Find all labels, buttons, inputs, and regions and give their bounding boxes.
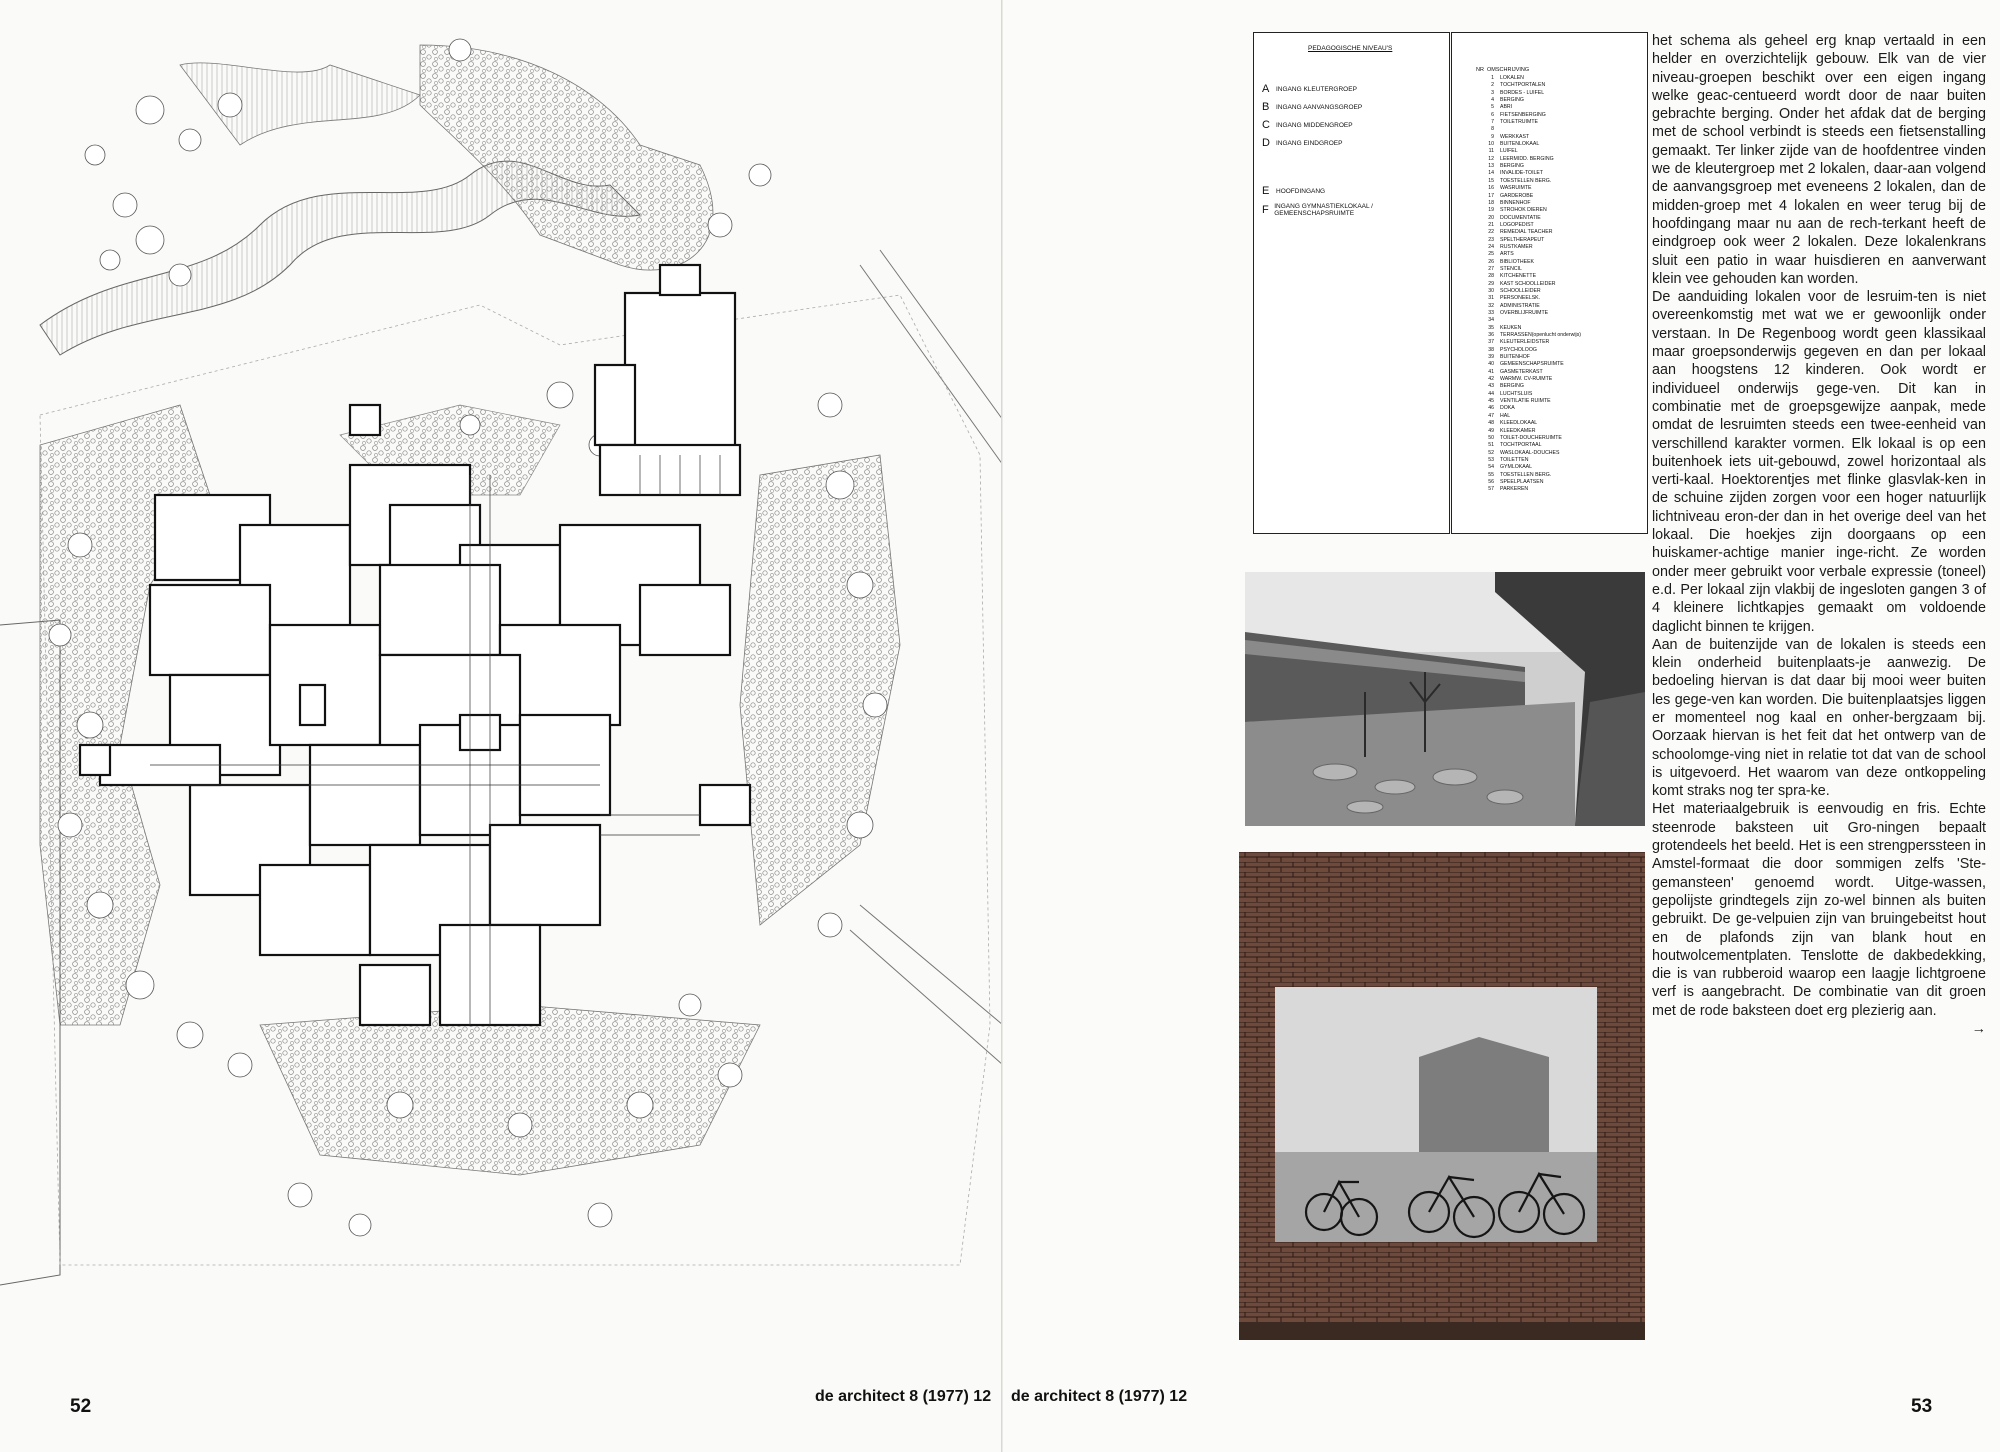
- right-page: [1003, 0, 2000, 1452]
- room-list-item: 14 INVALIDE-TOILET: [1488, 170, 1544, 177]
- room-list-item: 55 TOESTELLEN BERG.: [1488, 471, 1552, 478]
- room-list-item: 30 SCHOOLLEIDER: [1488, 287, 1541, 294]
- room-list-item: 10 BUITENLOKAAL: [1488, 141, 1540, 148]
- room-list-item: 54 GYMLOKAAL: [1488, 464, 1533, 471]
- room-list-item: 17 GARDEROBE: [1488, 192, 1534, 199]
- room-list-item: 4 BERGING: [1491, 97, 1524, 104]
- room-list-item: 35 KEUKEN: [1488, 324, 1522, 331]
- room-list-item: 15 TOESTELLEN BERG.: [1488, 177, 1552, 184]
- level-item: C INGANG MIDDENGROEP: [1262, 119, 1353, 131]
- room-list-item: 25 ARTS: [1488, 251, 1514, 258]
- level-item: B INGANG AANVANGSGROEP: [1262, 101, 1363, 113]
- room-list-item: 37 KLEUTERLEIDSTER: [1488, 339, 1550, 346]
- room-list-item: 50 TOILET-DOUCHERUIMTE: [1488, 434, 1562, 441]
- room-list-item: 41 GASMETERKAST: [1488, 368, 1543, 375]
- room-list-item: 51 TOCHTPORTAAL: [1488, 442, 1542, 449]
- room-list-item: 52 WASLOKAAL-DOUCHES: [1488, 449, 1560, 456]
- key-room-list: [1451, 32, 1648, 534]
- room-list-item: 34: [1488, 317, 1494, 324]
- level-item: D INGANG EINDGROEP: [1262, 137, 1343, 149]
- room-list-item: 18 BINNENHOF: [1488, 199, 1531, 206]
- key-levels-title: PEDAGOGISCHE NIVEAU'S: [1308, 45, 1393, 52]
- journal-footer-left: de architect 8 (1977) 12: [815, 1388, 992, 1405]
- site-plan-drawing: [0, 25, 1003, 1315]
- continue-arrow-icon: →: [1971, 1021, 1986, 1038]
- key-pedagogical-levels: [1253, 32, 1450, 534]
- article-paragraph: De aanduiding lokalen voor de lesruim-ten is niet overeenkomstig met wat we er gewoonlijk onder verstaan. In De Regenboog wordt geen klassikaal maar groepsonderwijs gegeven en dan per lokaal aan hoogstens 12 kinderen. Ook wordt er individueel onderwijs gege-ven. Dit kan in combinatie met de groepsgewijze aanpak, mede omdat de lesruimten steeds een twee-eenheid van verschillend karakter vormen. Elk lokaal is op een buitenhoek iets uit-gebouwd, zowel horizontaal als verti-kaal. Hoektorentjes met flinke glasvlak-ken in de schuine zijden zorgen voor een hoger natuurlijk lichtniveau eron-der dan in het overige deel van het lokaal. Die hoekjes zijn doorgaans op een huiskamer-achtige manier inge-richt. Ze worden onder meer gebruikt voor verbale expressie (toneel) e.d. Per lokaal zijn vlakbij de ingesloten gangen 3 of 4 kleinere lichtkapjes gemaakt om voldoende daglicht binnen te krijgen.: [1652, 289, 1986, 635]
- level-item: F INGANG GYMNASTIEKLOKAAL / GEMEENSCHAPSRUIMTE: [1262, 203, 1373, 217]
- room-list-item: 23 SPELTHERAPEUT: [1488, 236, 1545, 243]
- room-list-item: 44 LUCHTSLUIS: [1488, 390, 1533, 397]
- room-list-item: 26 BIBLIOTHEEK: [1488, 258, 1535, 265]
- article-paragraph: Aan de buitenzijde van de lokalen is steeds een klein onderheid buitenplaats-je aanwezig. De bedoeling hiervan is dat daar bij mooi weer buiten les gege-ven kan worden. Die buitenplaatsjes liggen er momenteel nog kaal en onher-bergzaam bij. Oorzaak hiervan is het feit dat het ontwerp van de schoolomge-ving niet in relatie tot dat van de school is uitgevoerd. Het waarom van deze ontkoppeling komt straks nog ter spra-ke.: [1652, 636, 1986, 800]
- page-number-right: 53: [1911, 1396, 1933, 1417]
- room-list: [1478, 75, 1581, 494]
- room-list-item: 13 BERGING: [1488, 163, 1524, 170]
- room-list-item: 1 LOKALEN: [1491, 75, 1524, 81]
- room-list-header: NR OMSCHRIJVING: [1476, 67, 1530, 73]
- room-list-item: 11 LUIFEL: [1488, 148, 1518, 155]
- room-list-item: 2 TOCHTPORTALEN: [1491, 82, 1546, 89]
- article-body: [1652, 32, 1986, 1038]
- photo-courtyard: [1245, 572, 1645, 826]
- room-list-item: 36 TERRASSEN(openlucht onderwijs): [1488, 332, 1582, 339]
- room-list-item: 16 WASRUIMTE: [1488, 185, 1532, 192]
- room-list-item: 5 ABRI: [1491, 104, 1513, 111]
- room-list-item: 20 DOCUMENTATIE: [1488, 214, 1541, 221]
- article-paragraph: het schema als geheel erg knap vertaald in een helder en overzichtelijk gebouw. Elk van de vier niveau-groepen beschikt over een eigen ingang welke geac-centueerd wordt door de naar buiten gebrachte berging. Onder het afdak dat de berging met de school verbindt is steeds een fietsenstalling gemaakt. Ter linker zijde van de hoofdentree vinden we de kleutergroep met 2 lokalen, daar-aan volgend de aanvangsgroep met eveneens 2 lokalen, dan de midden-groep met 4 lokalen en weer terug bij de hoofdingang maar nu aan de rech-terkant heeft de eindgroep ook weer 2 lokalen. Deze lokalenkrans sluit een patio in waar huisdieren en aanverwant klein vee gehouden kan worden.: [1652, 33, 1986, 287]
- room-list-item: 6 FIETSENBERGING: [1491, 111, 1546, 118]
- room-list-item: 21 LOGOPEDIST: [1488, 221, 1534, 228]
- room-list-item: 38 PSYCHOLOOG: [1488, 346, 1537, 353]
- room-list-item: 7 TOILETRUIMTE: [1491, 119, 1538, 126]
- room-list-item: 40 GEMEENSCHAPSRUIMTE: [1488, 361, 1564, 368]
- room-list-item: 48 KLEEDLOKAAL: [1488, 420, 1538, 427]
- room-list-item: 24 RUSTKAMER: [1488, 243, 1533, 250]
- room-list-item: 33 OVERBLIJFRUIMTE: [1488, 310, 1549, 316]
- room-list-item: 32 ADMINISTRATIE: [1488, 302, 1540, 309]
- photo-brick-frame-bicycles: [1239, 852, 1645, 1340]
- page-number-left: 52: [70, 1396, 92, 1417]
- journal-footer-right: de architect 8 (1977) 12: [1011, 1388, 1188, 1405]
- room-list-item: 42 WARMW. CV-RUIMTE: [1488, 376, 1553, 383]
- room-list-item: 53 TOILETTEN: [1488, 456, 1529, 463]
- room-list-item: 3 BORDES - LUIFEL: [1491, 89, 1545, 96]
- room-list-item: 19 STROHOK DIEREN: [1488, 207, 1547, 214]
- school-building: [80, 265, 750, 1025]
- room-list-item: 8: [1491, 126, 1494, 133]
- room-list-item: 49 KLEEDKAMER: [1488, 427, 1536, 434]
- room-list-item: 12 LEERMIDD. BERGING: [1488, 155, 1554, 162]
- room-list-item: 47 HAL: [1488, 412, 1511, 419]
- room-list-item: 9 WERKKAST: [1491, 133, 1530, 140]
- room-list-item: 39 BUITENHOF: [1488, 354, 1530, 361]
- room-list-item: 46 DOKA: [1488, 405, 1515, 412]
- level-item: A INGANG KLEUTERGROEP: [1262, 83, 1357, 95]
- room-list-item: 43 BERGING: [1488, 383, 1524, 390]
- article-paragraph: Het materiaalgebruik is eenvoudig en fris. Echte steenrode baksteen uit Gro-ningen bepaalt grotendeels het beeld. Het is een strengperssteen in Amstel-formaat die door sommigen zelfs 'Ste-gemansteen' genoemd wordt. Uitge-wassen, gepolijste grindtegels zijn zo-wel binnen als buiten gebruikt. De ge-velpuien zijn van bruingebeitst hout en de plafonds zijn van blank hout en houtwolcementplaten. Tenslotte de dakbedekking, die is van rubberoid waarop een laagje lichtgroene verf is aangebracht. De combinatie van dit groen met de rode baksteen doet erg plezierig aan.: [1652, 801, 1986, 1019]
- room-list-item: 28 KITCHENETTE: [1488, 273, 1537, 280]
- level-item: E HOOFDINGANG: [1262, 185, 1326, 197]
- room-list-item: 31 PERSONEELSK.: [1488, 295, 1541, 302]
- room-list-item: 56 SPEELPLAATSEN: [1488, 478, 1544, 485]
- room-list-item: 27 STENCIL: [1488, 265, 1522, 272]
- room-list-item: 29 KAST SCHOOLLEIDER: [1488, 280, 1556, 287]
- room-list-item: 22 REMEDIAL TEACHER: [1488, 229, 1553, 236]
- room-list-item: 45 VENTILATIE RUIMTE: [1488, 398, 1551, 405]
- room-list-item: 57 PARKEREN: [1488, 486, 1529, 493]
